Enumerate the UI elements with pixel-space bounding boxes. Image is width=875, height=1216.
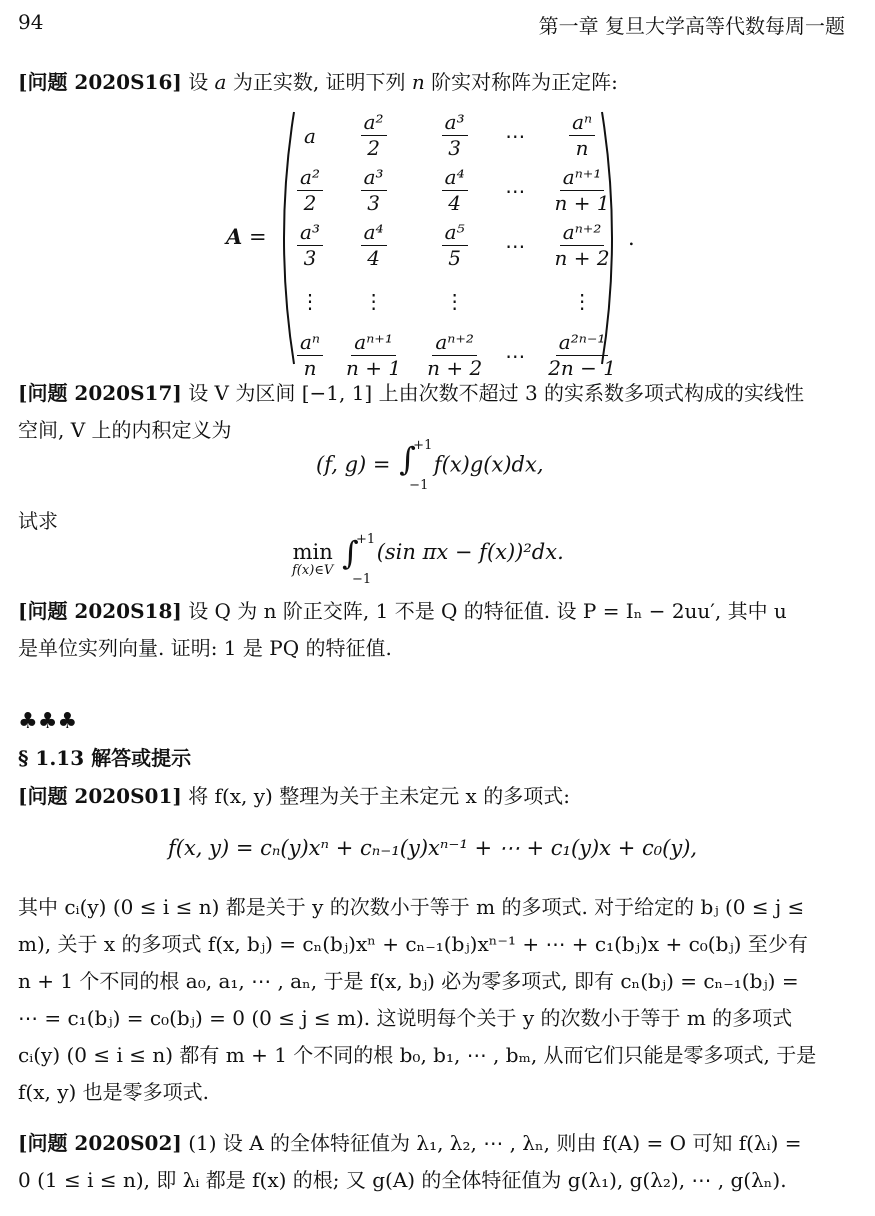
polynomial-equation: f(x, y) = cₙ(y)xⁿ + cₙ₋₁(y)xⁿ⁻¹ + ⋯ + c₁(y)x + c₀(y), bbox=[168, 836, 698, 860]
problem-tag: [问题 2020S01] bbox=[18, 784, 182, 808]
matrix-cell: $\frac{\text{aⁿ⁺²}}{n + 2}$ bbox=[554, 220, 610, 270]
matrix-cell: ⋮ bbox=[363, 288, 384, 313]
solution-2020s01-body: 其中 cᵢ(y) (0 ≤ i ≤ n) 都是关于 y 的次数小于等于 m 的多项式. 对于给定的 bⱼ (0 ≤ j ≤ m), 关于 x 的多项式 f(x, bⱼ) = cₙ(bⱼ)xⁿ + cₙ₋₁(bⱼ)xⁿ⁻¹ + ⋯ + c₁(bⱼ)x + c₀(bⱼ) 至少有 n + 1 个不同的根 a₀, a₁, ⋯ , aₙ, 于是 f(x, bⱼ) 必为零多项式, 即有 cₙ(bⱼ) = cₙ₋₁(bⱼ) = ⋯ = c₁(bⱼ) = c₀(bⱼ) = 0 (0 ≤ j ≤ m). 这说明每个关于 y 的次数小于等于 m 的多项式 cᵢ(y) (0 ≤ i ≤ n) 都有 m + 1 个不同的根 b₀, b₁, ⋯ , bₘ, 从而它们只能是零多项式, 于是 f(x, y) 也是零多项式. bbox=[18, 895, 817, 1104]
matrix-cell: $\frac{\text{a²}}{2}$ bbox=[333, 108, 414, 163]
matrix-cell: $\frac{\text{aⁿ}}{n}$ bbox=[535, 108, 629, 163]
matrix-cell: ⋯ bbox=[505, 233, 526, 258]
matrix-row bbox=[287, 163, 629, 218]
problem-tag: [问题 2020S16] bbox=[18, 70, 182, 94]
matrix-cell: ⋮ bbox=[572, 288, 593, 313]
problem-2020s18: [问题 2020S18] 设 Q 为 n 阶正交阵, 1 不是 Q 的特征值. 设 P = Iₙ − 2uu′, 其中 u 是单位实列向量. 证明: 1 是 PQ 的特征值. bbox=[18, 599, 787, 660]
try-text: 试求 bbox=[18, 509, 58, 533]
matrix-cell: $\frac{\text{a²}}{2}$ bbox=[287, 163, 333, 218]
section-heading: § 1.13 解答或提示 bbox=[18, 746, 192, 770]
matrix-row bbox=[287, 218, 629, 273]
matrix-cell: $\frac{\text{a³}}{3}$ bbox=[414, 108, 495, 163]
matrix-cell: ⋯ bbox=[505, 178, 526, 203]
problem-2020s17: [问题 2020S17] 设 V 为区间 [−1, 1] 上由次数不超过 3 的实系数多项式构成的实线性 空间, V 上的内积定义为 bbox=[18, 381, 805, 442]
matrix-cell bbox=[495, 273, 535, 328]
matrix-cell: $\frac{\text{a⁴}}{4}$ bbox=[333, 218, 414, 273]
problem-tag: [问题 2020S18] bbox=[18, 599, 182, 623]
inner-product-equation: (f, g) = ∫ +1 −1 f(x)g(x)dx, bbox=[316, 438, 544, 493]
matrix-cell: $\frac{\text{a⁴}}{4}$ bbox=[414, 163, 495, 218]
matrix-cell: $\frac{\text{aⁿ⁺¹}}{n + 1}$ bbox=[554, 165, 610, 215]
matrix-cell: $\frac{\text{aⁿ⁺¹}}{n + 1}$ bbox=[346, 330, 402, 380]
right-parenthesis bbox=[598, 110, 624, 366]
page-number: 94 bbox=[18, 10, 44, 34]
matrix-lhs: A = bbox=[226, 224, 267, 249]
matrix-cell: $\frac{\text{aⁿ}}{n}$ bbox=[287, 328, 333, 383]
problem-tag: [问题 2020S02] bbox=[18, 1131, 182, 1155]
matrix-cell: $\frac{\text{a³}}{3}$ bbox=[333, 163, 414, 218]
club-separator: ♣♣♣ bbox=[18, 709, 78, 734]
problem-2020s16: [问题 2020S16] 设 a 为正实数, 证明下列 n 阶实对称阵为正定阵: bbox=[18, 70, 618, 94]
matrix-a bbox=[287, 108, 629, 383]
matrix-period: . bbox=[628, 226, 635, 250]
problem-tag: [问题 2020S17] bbox=[18, 381, 182, 405]
solution-2020s01-intro: [问题 2020S01] 将 f(x, y) 整理为关于主未定元 x 的多项式: bbox=[18, 784, 570, 808]
matrix-row bbox=[287, 108, 629, 163]
matrix-cell: $\frac{\text{a³}}{3}$ bbox=[287, 218, 333, 273]
matrix-cell: $\frac{\text{a²ⁿ⁻¹}}{2n - 1}$ bbox=[548, 330, 616, 380]
matrix-cell: $\frac{\text{aⁿ⁺²}}{n + 2}$ bbox=[427, 330, 483, 380]
matrix-cell: ⋯ bbox=[505, 123, 526, 148]
matrix-cell: $\frac{\text{a⁵}}{5}$ bbox=[414, 218, 495, 273]
solution-2020s02: [问题 2020S02] (1) 设 A 的全体特征值为 λ₁, λ₂, ⋯ , λₙ, 则由 f(A) = O 可知 f(λᵢ) = 0 (1 ≤ i ≤ n), 即 λᵢ 都是 f(x) 的根; 又 g(A) 的全体特征值为 g(λ₁), g(λ₂), ⋯ , g(λₙ). bbox=[18, 1131, 802, 1192]
matrix-cell: a bbox=[304, 123, 316, 148]
matrix-cell: ⋯ bbox=[505, 343, 526, 368]
matrix-cell: ⋮ bbox=[300, 288, 321, 313]
matrix-row bbox=[287, 273, 629, 328]
minimization-equation: min f(x)∈V ∫ +1 −1 (sin πx − f(x))²dx. bbox=[292, 532, 564, 587]
matrix-cell: ⋮ bbox=[444, 288, 465, 313]
running-header: 第一章 复旦大学高等代数每周一题 bbox=[538, 14, 845, 38]
